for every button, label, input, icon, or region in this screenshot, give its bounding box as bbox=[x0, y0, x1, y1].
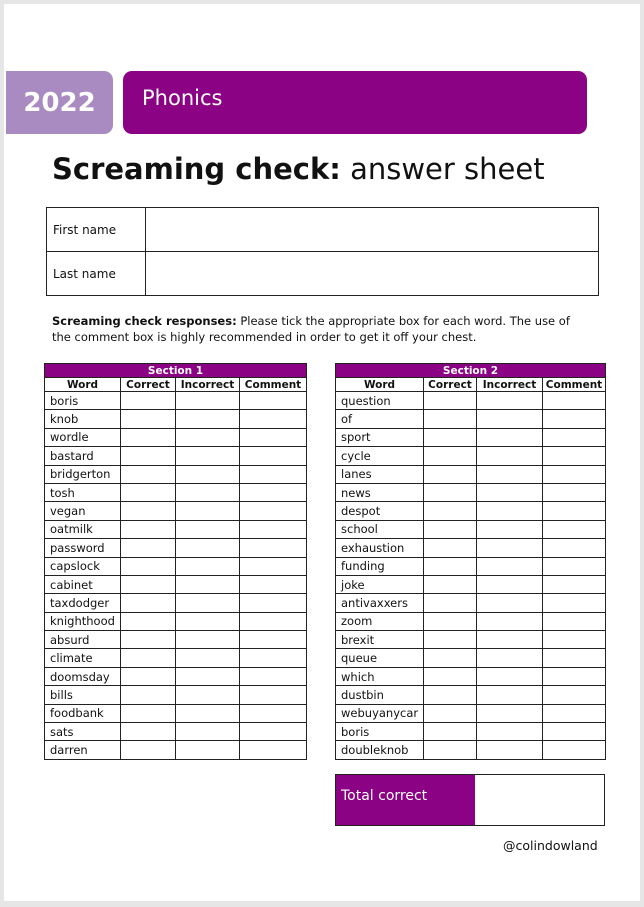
table-row bbox=[336, 502, 606, 520]
incorrect-checkbox[interactable] bbox=[477, 741, 543, 759]
instructions-text: Please tick the appropriate box for each word. The use of the comment box is highly recommended in order to get it off your chest. bbox=[52, 314, 570, 344]
correct-checkbox[interactable] bbox=[424, 392, 477, 410]
table-row bbox=[45, 410, 307, 428]
incorrect-checkbox[interactable] bbox=[477, 667, 543, 685]
word-cell: climate bbox=[45, 649, 121, 667]
correct-checkbox[interactable] bbox=[424, 575, 477, 593]
table-row bbox=[45, 649, 307, 667]
word-cell: doubleknob bbox=[336, 741, 424, 759]
correct-checkbox[interactable] bbox=[121, 539, 176, 557]
word-cell: school bbox=[336, 520, 424, 538]
word-cell: taxdodger bbox=[45, 594, 121, 612]
word-cell: question bbox=[336, 392, 424, 410]
correct-checkbox[interactable] bbox=[424, 594, 477, 612]
correct-checkbox[interactable] bbox=[121, 520, 176, 538]
incorrect-checkbox[interactable] bbox=[176, 649, 240, 667]
table-row bbox=[45, 483, 307, 501]
correct-checkbox[interactable] bbox=[121, 667, 176, 685]
comment-field[interactable] bbox=[240, 667, 307, 685]
correct-checkbox[interactable] bbox=[121, 704, 176, 722]
table-row bbox=[336, 410, 606, 428]
incorrect-checkbox[interactable] bbox=[176, 465, 240, 483]
incorrect-checkbox[interactable] bbox=[477, 723, 543, 741]
first-name-row bbox=[47, 208, 599, 252]
table-row bbox=[45, 392, 307, 410]
author-handle: @colindowland bbox=[503, 838, 598, 853]
total-correct-box[interactable] bbox=[475, 775, 604, 825]
correct-checkbox[interactable] bbox=[424, 539, 477, 557]
col-word: Word bbox=[45, 378, 121, 392]
word-cell: despot bbox=[336, 502, 424, 520]
word-cell: sport bbox=[336, 428, 424, 446]
title-rest: answer sheet bbox=[340, 152, 545, 186]
incorrect-checkbox[interactable] bbox=[477, 447, 543, 465]
correct-checkbox[interactable] bbox=[424, 465, 477, 483]
incorrect-checkbox[interactable] bbox=[176, 502, 240, 520]
correct-checkbox[interactable] bbox=[121, 502, 176, 520]
incorrect-checkbox[interactable] bbox=[176, 392, 240, 410]
table-row bbox=[45, 686, 307, 704]
incorrect-checkbox[interactable] bbox=[477, 502, 543, 520]
word-cell: sats bbox=[45, 723, 121, 741]
comment-field[interactable] bbox=[543, 483, 606, 501]
incorrect-checkbox[interactable] bbox=[477, 392, 543, 410]
correct-checkbox[interactable] bbox=[121, 428, 176, 446]
correct-checkbox[interactable] bbox=[121, 723, 176, 741]
incorrect-checkbox[interactable] bbox=[176, 575, 240, 593]
col-incorrect: Incorrect bbox=[176, 378, 240, 392]
incorrect-checkbox[interactable] bbox=[176, 483, 240, 501]
incorrect-checkbox[interactable] bbox=[477, 465, 543, 483]
table-row bbox=[336, 428, 606, 446]
table-row bbox=[45, 575, 307, 593]
table-row bbox=[336, 631, 606, 649]
comment-field[interactable] bbox=[543, 686, 606, 704]
comment-field[interactable] bbox=[543, 631, 606, 649]
word-cell: dustbin bbox=[336, 686, 424, 704]
table-row bbox=[45, 428, 307, 446]
word-cell: password bbox=[45, 539, 121, 557]
comment-field[interactable] bbox=[543, 410, 606, 428]
word-cell: vegan bbox=[45, 502, 121, 520]
first-name-field[interactable] bbox=[146, 208, 599, 252]
comment-field[interactable] bbox=[240, 704, 307, 722]
year-tab bbox=[6, 71, 113, 134]
word-cell: bills bbox=[45, 686, 121, 704]
incorrect-checkbox[interactable] bbox=[176, 520, 240, 538]
table-row bbox=[336, 594, 606, 612]
comment-field[interactable] bbox=[543, 594, 606, 612]
comment-field[interactable] bbox=[240, 539, 307, 557]
section-2-title: Section 2 bbox=[336, 364, 606, 378]
word-cell: of bbox=[336, 410, 424, 428]
table-row bbox=[336, 447, 606, 465]
word-cell: cabinet bbox=[45, 575, 121, 593]
word-cell: funding bbox=[336, 557, 424, 575]
correct-checkbox[interactable] bbox=[424, 649, 477, 667]
table-row bbox=[336, 649, 606, 667]
comment-field[interactable] bbox=[240, 594, 307, 612]
comment-field[interactable] bbox=[240, 686, 307, 704]
last-name-row bbox=[47, 252, 599, 296]
correct-checkbox[interactable] bbox=[424, 667, 477, 685]
correct-checkbox[interactable] bbox=[424, 428, 477, 446]
incorrect-checkbox[interactable] bbox=[477, 704, 543, 722]
correct-checkbox[interactable] bbox=[424, 447, 477, 465]
correct-checkbox[interactable] bbox=[121, 447, 176, 465]
table-row bbox=[336, 741, 606, 759]
table-row bbox=[336, 483, 606, 501]
table-row bbox=[45, 502, 307, 520]
comment-field[interactable] bbox=[240, 483, 307, 501]
incorrect-checkbox[interactable] bbox=[176, 594, 240, 612]
comment-field[interactable] bbox=[543, 447, 606, 465]
table-row bbox=[336, 520, 606, 538]
correct-checkbox[interactable] bbox=[121, 686, 176, 704]
word-cell: cycle bbox=[336, 447, 424, 465]
col-correct: Correct bbox=[121, 378, 176, 392]
table-row bbox=[45, 539, 307, 557]
incorrect-checkbox[interactable] bbox=[176, 686, 240, 704]
correct-checkbox[interactable] bbox=[121, 631, 176, 649]
incorrect-checkbox[interactable] bbox=[477, 483, 543, 501]
comment-field[interactable] bbox=[543, 502, 606, 520]
comment-field[interactable] bbox=[240, 575, 307, 593]
table-row bbox=[45, 667, 307, 685]
word-cell: brexit bbox=[336, 631, 424, 649]
comment-field[interactable] bbox=[543, 465, 606, 483]
word-cell: bridgerton bbox=[45, 465, 121, 483]
title-bold: Screaming check: bbox=[52, 152, 341, 186]
last-name-field[interactable] bbox=[146, 252, 599, 296]
correct-checkbox[interactable] bbox=[424, 631, 477, 649]
word-cell: wordle bbox=[45, 428, 121, 446]
col-comment: Comment bbox=[543, 378, 606, 392]
comment-field[interactable] bbox=[543, 575, 606, 593]
section-1-table bbox=[44, 363, 307, 760]
incorrect-checkbox[interactable] bbox=[477, 631, 543, 649]
col-word: Word bbox=[336, 378, 424, 392]
correct-checkbox[interactable] bbox=[424, 612, 477, 630]
word-cell: absurd bbox=[45, 631, 121, 649]
incorrect-checkbox[interactable] bbox=[176, 410, 240, 428]
incorrect-checkbox[interactable] bbox=[477, 575, 543, 593]
word-cell: darren bbox=[45, 741, 121, 759]
incorrect-checkbox[interactable] bbox=[477, 649, 543, 667]
comment-field[interactable] bbox=[543, 723, 606, 741]
comment-field[interactable] bbox=[240, 723, 307, 741]
incorrect-checkbox[interactable] bbox=[477, 557, 543, 575]
correct-checkbox[interactable] bbox=[121, 649, 176, 667]
subject-tab bbox=[123, 71, 587, 134]
incorrect-checkbox[interactable] bbox=[176, 612, 240, 630]
word-cell: oatmilk bbox=[45, 520, 121, 538]
incorrect-checkbox[interactable] bbox=[477, 428, 543, 446]
comment-field[interactable] bbox=[543, 649, 606, 667]
table-row bbox=[336, 704, 606, 722]
table-row bbox=[336, 539, 606, 557]
comment-field[interactable] bbox=[543, 520, 606, 538]
correct-checkbox[interactable] bbox=[424, 741, 477, 759]
correct-checkbox[interactable] bbox=[121, 575, 176, 593]
correct-checkbox[interactable] bbox=[424, 410, 477, 428]
total-correct bbox=[335, 774, 605, 826]
year-label: 2022 bbox=[23, 87, 96, 118]
incorrect-checkbox[interactable] bbox=[477, 539, 543, 557]
comment-field[interactable] bbox=[240, 447, 307, 465]
table-row bbox=[45, 612, 307, 630]
table-row bbox=[336, 686, 606, 704]
table-row bbox=[45, 594, 307, 612]
comment-field[interactable] bbox=[543, 557, 606, 575]
correct-checkbox[interactable] bbox=[121, 465, 176, 483]
comment-field[interactable] bbox=[240, 741, 307, 759]
incorrect-checkbox[interactable] bbox=[176, 447, 240, 465]
word-cell: knighthood bbox=[45, 612, 121, 630]
comment-field[interactable] bbox=[240, 392, 307, 410]
incorrect-checkbox[interactable] bbox=[477, 594, 543, 612]
name-table bbox=[46, 207, 599, 296]
last-name-label: Last name bbox=[47, 252, 146, 296]
word-cell: foodbank bbox=[45, 704, 121, 722]
word-cell: boris bbox=[45, 392, 121, 410]
incorrect-checkbox[interactable] bbox=[477, 686, 543, 704]
table-row bbox=[336, 392, 606, 410]
first-name-label: First name bbox=[47, 208, 146, 252]
word-cell: capslock bbox=[45, 557, 121, 575]
comment-field[interactable] bbox=[240, 649, 307, 667]
col-comment: Comment bbox=[240, 378, 307, 392]
incorrect-checkbox[interactable] bbox=[176, 631, 240, 649]
comment-field[interactable] bbox=[543, 704, 606, 722]
table-row bbox=[336, 723, 606, 741]
page-title bbox=[52, 152, 545, 186]
comment-field[interactable] bbox=[543, 667, 606, 685]
table-row bbox=[45, 704, 307, 722]
word-cell: joke bbox=[336, 575, 424, 593]
instructions-bold: Screaming check responses: bbox=[52, 314, 237, 328]
correct-checkbox[interactable] bbox=[424, 483, 477, 501]
word-cell: boris bbox=[336, 723, 424, 741]
word-cell: exhaustion bbox=[336, 539, 424, 557]
table-row bbox=[336, 667, 606, 685]
comment-field[interactable] bbox=[543, 539, 606, 557]
section-2-table bbox=[335, 363, 606, 760]
table-row bbox=[336, 465, 606, 483]
incorrect-checkbox[interactable] bbox=[176, 428, 240, 446]
comment-field[interactable] bbox=[240, 557, 307, 575]
correct-checkbox[interactable] bbox=[121, 594, 176, 612]
word-cell: news bbox=[336, 483, 424, 501]
table-row bbox=[45, 520, 307, 538]
word-cell: which bbox=[336, 667, 424, 685]
incorrect-checkbox[interactable] bbox=[477, 410, 543, 428]
table-row bbox=[45, 465, 307, 483]
incorrect-checkbox[interactable] bbox=[176, 539, 240, 557]
correct-checkbox[interactable] bbox=[424, 520, 477, 538]
comment-field[interactable] bbox=[240, 631, 307, 649]
correct-checkbox[interactable] bbox=[424, 704, 477, 722]
table-row bbox=[45, 723, 307, 741]
correct-checkbox[interactable] bbox=[121, 483, 176, 501]
table-row bbox=[45, 447, 307, 465]
incorrect-checkbox[interactable] bbox=[176, 741, 240, 759]
word-cell: bastard bbox=[45, 447, 121, 465]
word-cell: webuyanycar bbox=[336, 704, 424, 722]
comment-field[interactable] bbox=[240, 612, 307, 630]
section-1-title: Section 1 bbox=[45, 364, 307, 378]
comment-field[interactable] bbox=[543, 741, 606, 759]
word-cell: doomsday bbox=[45, 667, 121, 685]
word-cell: tosh bbox=[45, 483, 121, 501]
correct-checkbox[interactable] bbox=[424, 686, 477, 704]
comment-field[interactable] bbox=[543, 392, 606, 410]
comment-field[interactable] bbox=[240, 410, 307, 428]
comment-field[interactable] bbox=[240, 502, 307, 520]
word-cell: zoom bbox=[336, 612, 424, 630]
word-cell: antivaxxers bbox=[336, 594, 424, 612]
table-row bbox=[45, 557, 307, 575]
correct-checkbox[interactable] bbox=[121, 410, 176, 428]
correct-checkbox[interactable] bbox=[424, 723, 477, 741]
incorrect-checkbox[interactable] bbox=[176, 667, 240, 685]
correct-checkbox[interactable] bbox=[121, 392, 176, 410]
correct-checkbox[interactable] bbox=[121, 557, 176, 575]
col-correct: Correct bbox=[424, 378, 477, 392]
col-incorrect: Incorrect bbox=[477, 378, 543, 392]
comment-field[interactable] bbox=[240, 520, 307, 538]
word-cell: queue bbox=[336, 649, 424, 667]
correct-checkbox[interactable] bbox=[121, 741, 176, 759]
incorrect-checkbox[interactable] bbox=[477, 520, 543, 538]
table-row bbox=[336, 612, 606, 630]
word-cell: knob bbox=[45, 410, 121, 428]
table-row bbox=[45, 631, 307, 649]
table-row bbox=[336, 557, 606, 575]
subject-label: Phonics bbox=[142, 86, 223, 110]
incorrect-checkbox[interactable] bbox=[176, 723, 240, 741]
instructions bbox=[52, 313, 592, 345]
correct-checkbox[interactable] bbox=[121, 612, 176, 630]
incorrect-checkbox[interactable] bbox=[176, 557, 240, 575]
total-correct-label: Total correct bbox=[336, 775, 475, 825]
comment-field[interactable] bbox=[240, 428, 307, 446]
correct-checkbox[interactable] bbox=[424, 557, 477, 575]
incorrect-checkbox[interactable] bbox=[477, 612, 543, 630]
correct-checkbox[interactable] bbox=[424, 502, 477, 520]
incorrect-checkbox[interactable] bbox=[176, 704, 240, 722]
table-row bbox=[336, 575, 606, 593]
comment-field[interactable] bbox=[543, 428, 606, 446]
table-row bbox=[45, 741, 307, 759]
comment-field[interactable] bbox=[240, 465, 307, 483]
word-cell: lanes bbox=[336, 465, 424, 483]
comment-field[interactable] bbox=[543, 612, 606, 630]
